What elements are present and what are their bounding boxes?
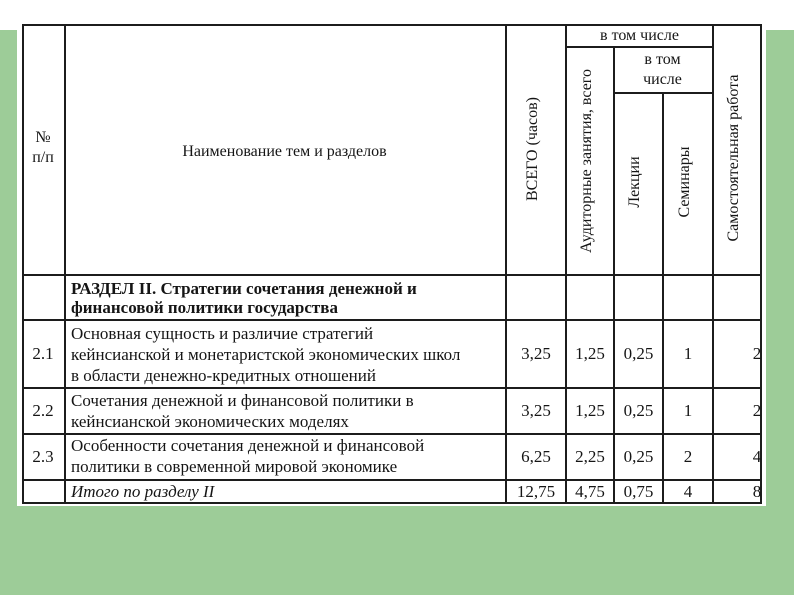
green-background-bottom — [0, 506, 794, 595]
grid-line — [22, 274, 762, 276]
grid-line — [712, 24, 714, 504]
row-seminars: 1 — [683, 401, 693, 420]
row-self-work: 2 — [752, 401, 762, 420]
row-title-line: политики в современной мировой экономике — [71, 457, 398, 476]
summary-seminars: 4 — [683, 482, 693, 501]
summary-total: 12,75 — [516, 482, 556, 501]
row-lectures: 0,25 — [623, 401, 654, 420]
row-total: 3,25 — [521, 344, 551, 363]
grid-line — [22, 24, 24, 504]
row-number: 2.3 — [32, 447, 54, 466]
row-seminars: 2 — [683, 447, 693, 466]
row-title-line: кейнсианской экономических моделях — [71, 412, 349, 431]
header-total-hours: ВСЕГО (часов) — [524, 97, 541, 201]
grid-line — [613, 46, 615, 504]
row-classroom: 1,25 — [575, 401, 605, 420]
row-self-work: 4 — [752, 447, 762, 466]
row-title-line: Сочетания денежной и финансовой политики в — [71, 391, 414, 410]
header-lectures: Лекции — [626, 156, 643, 208]
header-including-sub-line1: в том — [644, 51, 681, 68]
row-title-line: кейнсианской и монетаристской экономических школ — [71, 345, 461, 364]
grid-line — [565, 46, 712, 48]
document-page — [17, 0, 766, 506]
grid-line — [565, 24, 567, 504]
grid-line — [505, 24, 507, 504]
row-total: 6,25 — [521, 447, 551, 466]
row-self-work: 2 — [752, 344, 762, 363]
grid-line — [760, 24, 762, 504]
row-number: 2.2 — [32, 401, 54, 420]
header-including-sub-line2: числе — [643, 71, 682, 88]
row-title-line: в области денежно-кредитных отношений — [71, 366, 376, 385]
row-classroom: 1,25 — [575, 344, 605, 363]
header-topic-name: Наименование тем и разделов — [182, 143, 387, 160]
summary-classroom: 4,75 — [575, 482, 605, 501]
header-number-line1: № — [35, 129, 51, 146]
grid-line — [64, 24, 66, 504]
row-number: 2.1 — [32, 344, 54, 363]
row-title-line: Особенности сочетания денежной и финансовой — [71, 436, 425, 455]
row-seminars: 1 — [683, 344, 693, 363]
section-title-line1: РАЗДЕЛ II. Стратегии сочетания денежной и — [71, 279, 417, 298]
header-classroom-total: Аудиторные занятия, всего — [578, 69, 595, 253]
row-total: 3,25 — [521, 401, 551, 420]
summary-label: Итого по разделу II — [71, 482, 215, 501]
summary-lectures: 0,75 — [623, 482, 654, 501]
grid-line — [22, 387, 762, 389]
header-number-line2: п/п — [32, 149, 54, 166]
grid-line — [662, 92, 664, 504]
row-classroom: 2,25 — [575, 447, 605, 466]
row-title-line: Основная сущность и различие стратегий — [71, 324, 374, 343]
header-seminars: Семинары — [676, 146, 693, 218]
grid-line — [22, 479, 762, 481]
row-lectures: 0,25 — [623, 447, 654, 466]
section-title-line2: финансовой политики государства — [71, 298, 338, 317]
summary-self-work: 8 — [752, 482, 762, 501]
header-self-work: Самостоятельная работа — [725, 74, 742, 242]
header-including: в том числе — [600, 27, 679, 44]
grid-line — [22, 433, 762, 435]
row-lectures: 0,25 — [623, 344, 654, 363]
grid-line — [22, 319, 762, 321]
grid-line — [22, 502, 762, 504]
grid-line — [22, 24, 762, 26]
